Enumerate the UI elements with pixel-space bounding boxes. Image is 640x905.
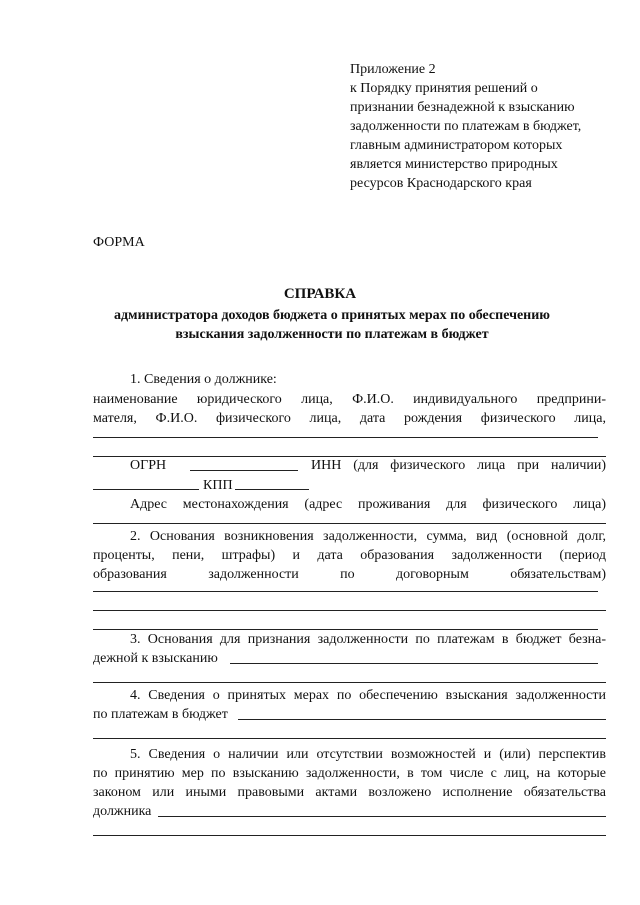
document-subtitle-line-1: администратора доходов бюджета о принятых мерах по обеспечению bbox=[113, 308, 551, 323]
appendix-line: является министерство природных bbox=[350, 157, 558, 172]
section-2-line-2: проценты, пени, штрафы) и дата образования задолженности (период bbox=[93, 548, 606, 563]
fill-line[interactable] bbox=[93, 437, 598, 438]
fill-line[interactable] bbox=[158, 816, 606, 817]
section-2-line-1: 2. Основания возникновения задолженности, сумма, вид (основной долг, bbox=[130, 529, 606, 544]
document-title: СПРАВКА bbox=[283, 286, 357, 302]
section-4-line-2: по платежам в бюджет bbox=[93, 707, 228, 722]
fill-line[interactable] bbox=[230, 663, 598, 664]
section-1-text-line-2: мателя, Ф.И.О. физического лица, дата рождения физического лица, bbox=[93, 411, 606, 426]
section-5-line-4: должника bbox=[93, 804, 152, 819]
section-5-line-3: законом или иными правовыми актами возложено исполнение обязательства bbox=[93, 785, 606, 800]
document-subtitle-line-2: взыскания задолженности по платежам в бюджет bbox=[175, 327, 489, 342]
address-label: Адрес местонахождения (адрес проживания для физического лица) bbox=[130, 497, 606, 512]
section-5-line-1: 5. Сведения о наличии или отсутствии возможностей и (или) перспектив bbox=[130, 747, 606, 762]
appendix-block bbox=[350, 60, 620, 193]
section-3-line-2: дежной к взысканию bbox=[93, 651, 218, 666]
address-field[interactable] bbox=[93, 523, 606, 524]
fill-line[interactable] bbox=[238, 719, 606, 720]
appendix-line: главным администратором которых bbox=[350, 138, 563, 153]
section-2-line-3: образования задолженности по договорным обязательствам) bbox=[93, 567, 606, 582]
kpp-field[interactable] bbox=[235, 489, 309, 490]
appendix-line: Приложение 2 bbox=[350, 62, 436, 77]
kpp-label: КПП bbox=[203, 478, 233, 493]
fill-line[interactable] bbox=[93, 591, 598, 592]
appendix-line: к Порядку принятия решений о bbox=[350, 81, 538, 96]
inn-field[interactable] bbox=[93, 489, 199, 490]
ogrn-label: ОГРН bbox=[130, 458, 167, 473]
appendix-line: ресурсов Краснодарского края bbox=[350, 176, 532, 191]
section-5-line-2: по принятию мер по взысканию задолженности, в том числе с лиц, на которые bbox=[93, 766, 606, 781]
section-1-heading: 1. Сведения о должнике: bbox=[130, 372, 277, 387]
appendix-line: задолженности по платежам в бюджет, bbox=[350, 119, 582, 134]
section-3-line-1: 3. Основания для признания задолженности по платежам в бюджет безна- bbox=[130, 632, 606, 647]
fill-line[interactable] bbox=[93, 610, 606, 611]
fill-line[interactable] bbox=[93, 835, 606, 836]
fill-line[interactable] bbox=[93, 682, 606, 683]
inn-label: ИНН (для физического лица при наличии) bbox=[311, 458, 606, 473]
ogrn-field[interactable] bbox=[190, 470, 298, 471]
fill-line[interactable] bbox=[93, 738, 606, 739]
form-label: ФОРМА bbox=[93, 235, 145, 250]
section-4-line-1: 4. Сведения о принятых мерах по обеспечению взыскания задолженности bbox=[130, 688, 606, 703]
section-1-text-line-1: наименование юридического лица, Ф.И.О. индивидуального предприни- bbox=[93, 392, 606, 407]
appendix-line: признании безнадежной к взысканию bbox=[350, 100, 575, 115]
